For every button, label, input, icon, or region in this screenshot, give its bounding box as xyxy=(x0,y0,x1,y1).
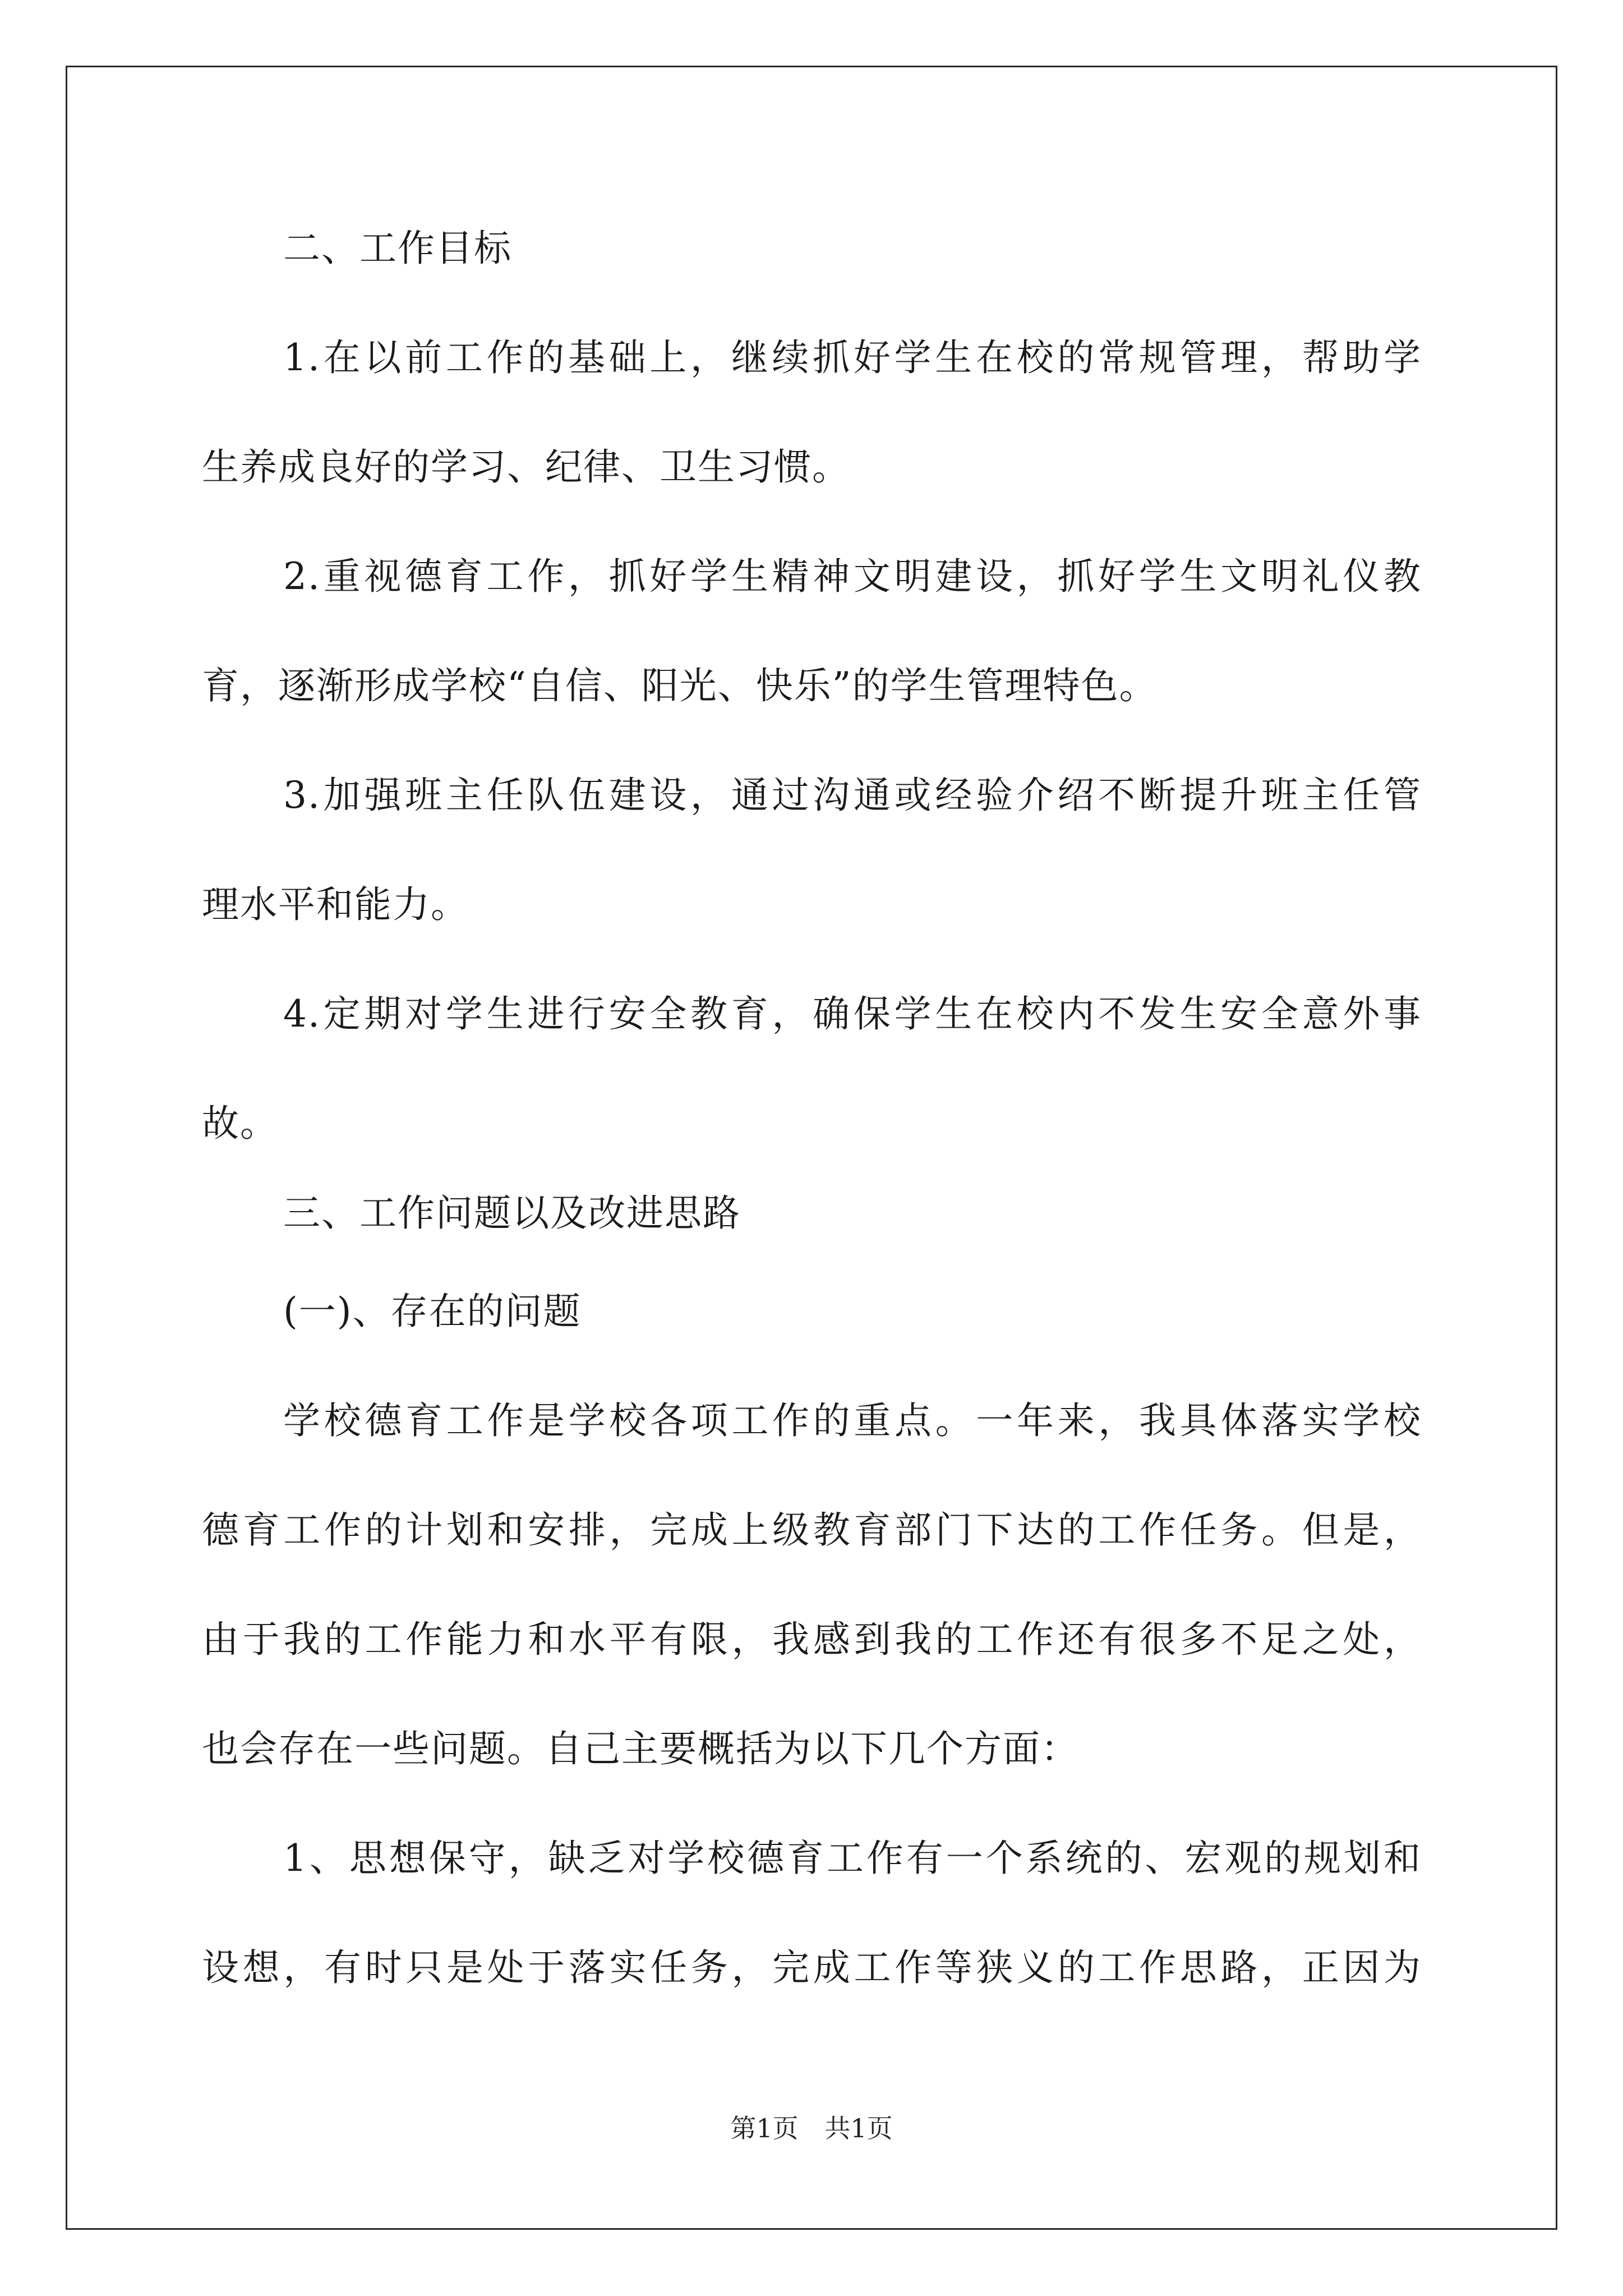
paragraph-line: 2.重视德育工作，抓好学生精神文明建设，抓好学生文明礼仪教 xyxy=(283,555,1422,598)
paragraph-line: 设想，有时只是处于落实任务，完成工作等狭义的工作思路，正因为 xyxy=(202,1946,1422,1989)
paragraph-line: 4.定期对学生进行安全教育，确保学生在校内不发生安全意外事 xyxy=(283,992,1422,1036)
paragraph-line: 故。 xyxy=(202,1102,278,1145)
page-footer xyxy=(0,2111,1623,2145)
section-heading-problems: 三、工作问题以及改进思路 xyxy=(283,1191,741,1235)
paragraph-line: 理水平和能力。 xyxy=(202,883,469,926)
page-number: 第1页 xyxy=(730,2113,799,2143)
paragraph-line: 也会存在一些问题。自己主要概括为以下几个方面： xyxy=(202,1727,1079,1770)
page-total: 共1页 xyxy=(824,2113,893,2143)
paragraph-line: 生养成良好的学习、纪律、卫生习惯。 xyxy=(202,445,850,489)
paragraph-line: 德育工作的计划和安排，完成上级教育部门下达的工作任务。但是， xyxy=(202,1508,1422,1552)
section-heading-goals: 二、工作目标 xyxy=(283,227,512,270)
paragraph-line: 1、思想保守，缺乏对学校德育工作有一个系统的、宏观的规划和 xyxy=(283,1837,1422,1880)
paragraph-line: 学校德育工作是学校各项工作的重点。一年来，我具体落实学校 xyxy=(283,1399,1422,1442)
paragraph-line: 由于我的工作能力和水平有限，我感到我的工作还有很多不足之处， xyxy=(202,1618,1422,1661)
paragraph-line: 3.加强班主任队伍建设，通过沟通或经验介绍不断提升班主任管 xyxy=(283,774,1422,817)
paragraph-line: 育，逐渐形成学校“自信、阳光、快乐”的学生管理特色。 xyxy=(202,664,1158,707)
paragraph-line: 1.在以前工作的基础上，继续抓好学生在校的常规管理，帮助学 xyxy=(283,336,1422,379)
subsection-heading: (一)、存在的问题 xyxy=(283,1290,582,1333)
